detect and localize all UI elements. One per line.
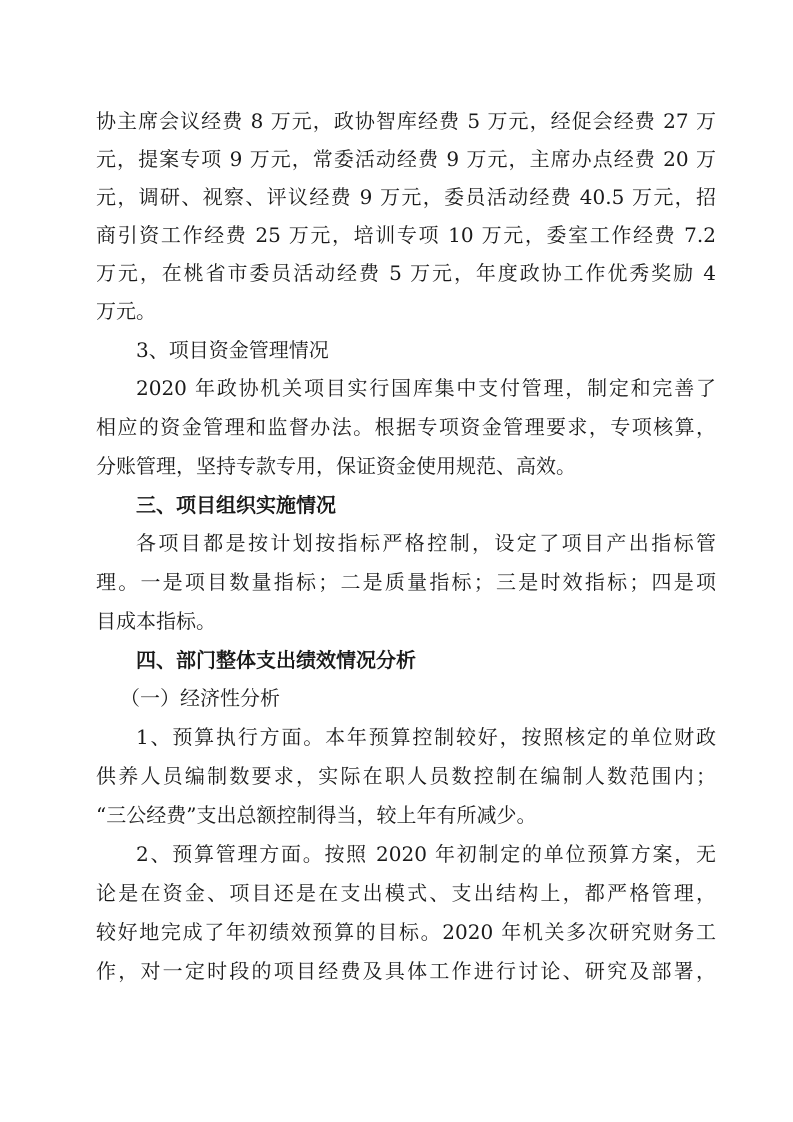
paragraph-line: 目成本指标。 [96, 609, 216, 633]
paragraph-line: 分账管理，坚持专款专用，保证资金使用规范、高效。 [96, 454, 576, 478]
paragraph-line: 作，对一定时段的项目经费及具体工作进行讨论、研究及部署， [96, 959, 716, 983]
paragraph-line: 万元。 [96, 299, 156, 323]
paragraph-line: 2、预算管理方面。按照 2020 年初制定的单位预算方案，无 [136, 842, 716, 866]
paragraph-line: 各项目都是按计划按指标严格控制，设定了项目产出指标管 [136, 531, 716, 555]
paragraph-line: 万元，在桃省市委员活动经费 5 万元，年度政协工作优秀奖励 4 [96, 261, 716, 285]
paragraph-line: 协主席会议经费 8 万元，政协智库经费 5 万元，经促会经费 27 万 [96, 109, 716, 133]
paragraph-line: 元，提案专项 9 万元，常委活动经费 9 万元，主席办点经费 20 万 [96, 147, 716, 171]
paragraph-line: 较好地完成了年初绩效预算的目标。2020 年机关多次研究财务工 [96, 920, 716, 944]
subsection-heading: （一）经济性分析 [120, 686, 280, 710]
paragraph-line: 2020 年政协机关项目实行国库集中支付管理，制定和完善了 [136, 376, 716, 400]
paragraph-line: 理。一是项目数量指标；二是质量指标；三是时效指标；四是项 [96, 570, 716, 594]
section-heading: 四、部门整体支出绩效情况分析 [136, 648, 416, 672]
paragraph-line: 供养人员编制数要求，实际在职人员数控制在编制人数范围内； [96, 764, 716, 788]
paragraph-line: 1、预算执行方面。本年预算控制较好，按照核定的单位财政 [136, 725, 716, 749]
paragraph-line: 相应的资金管理和监督办法。根据专项资金管理要求，专项核算， [96, 415, 716, 439]
paragraph-line: 商引资工作经费 25 万元，培训专项 10 万元，委室工作经费 7.2 [96, 223, 716, 247]
paragraph-line: 元，调研、视察、评议经费 9 万元，委员活动经费 40.5 万元，招 [96, 185, 716, 209]
section-heading: 三、项目组织实施情况 [136, 493, 336, 517]
subsection-heading: 3、项目资金管理情况 [136, 338, 329, 362]
paragraph-line: “三公经费”支出总额控制得当，较上年有所减少。 [96, 803, 537, 827]
paragraph-line: 论是在资金、项目还是在支出模式、支出结构上，都严格管理， [96, 881, 716, 905]
